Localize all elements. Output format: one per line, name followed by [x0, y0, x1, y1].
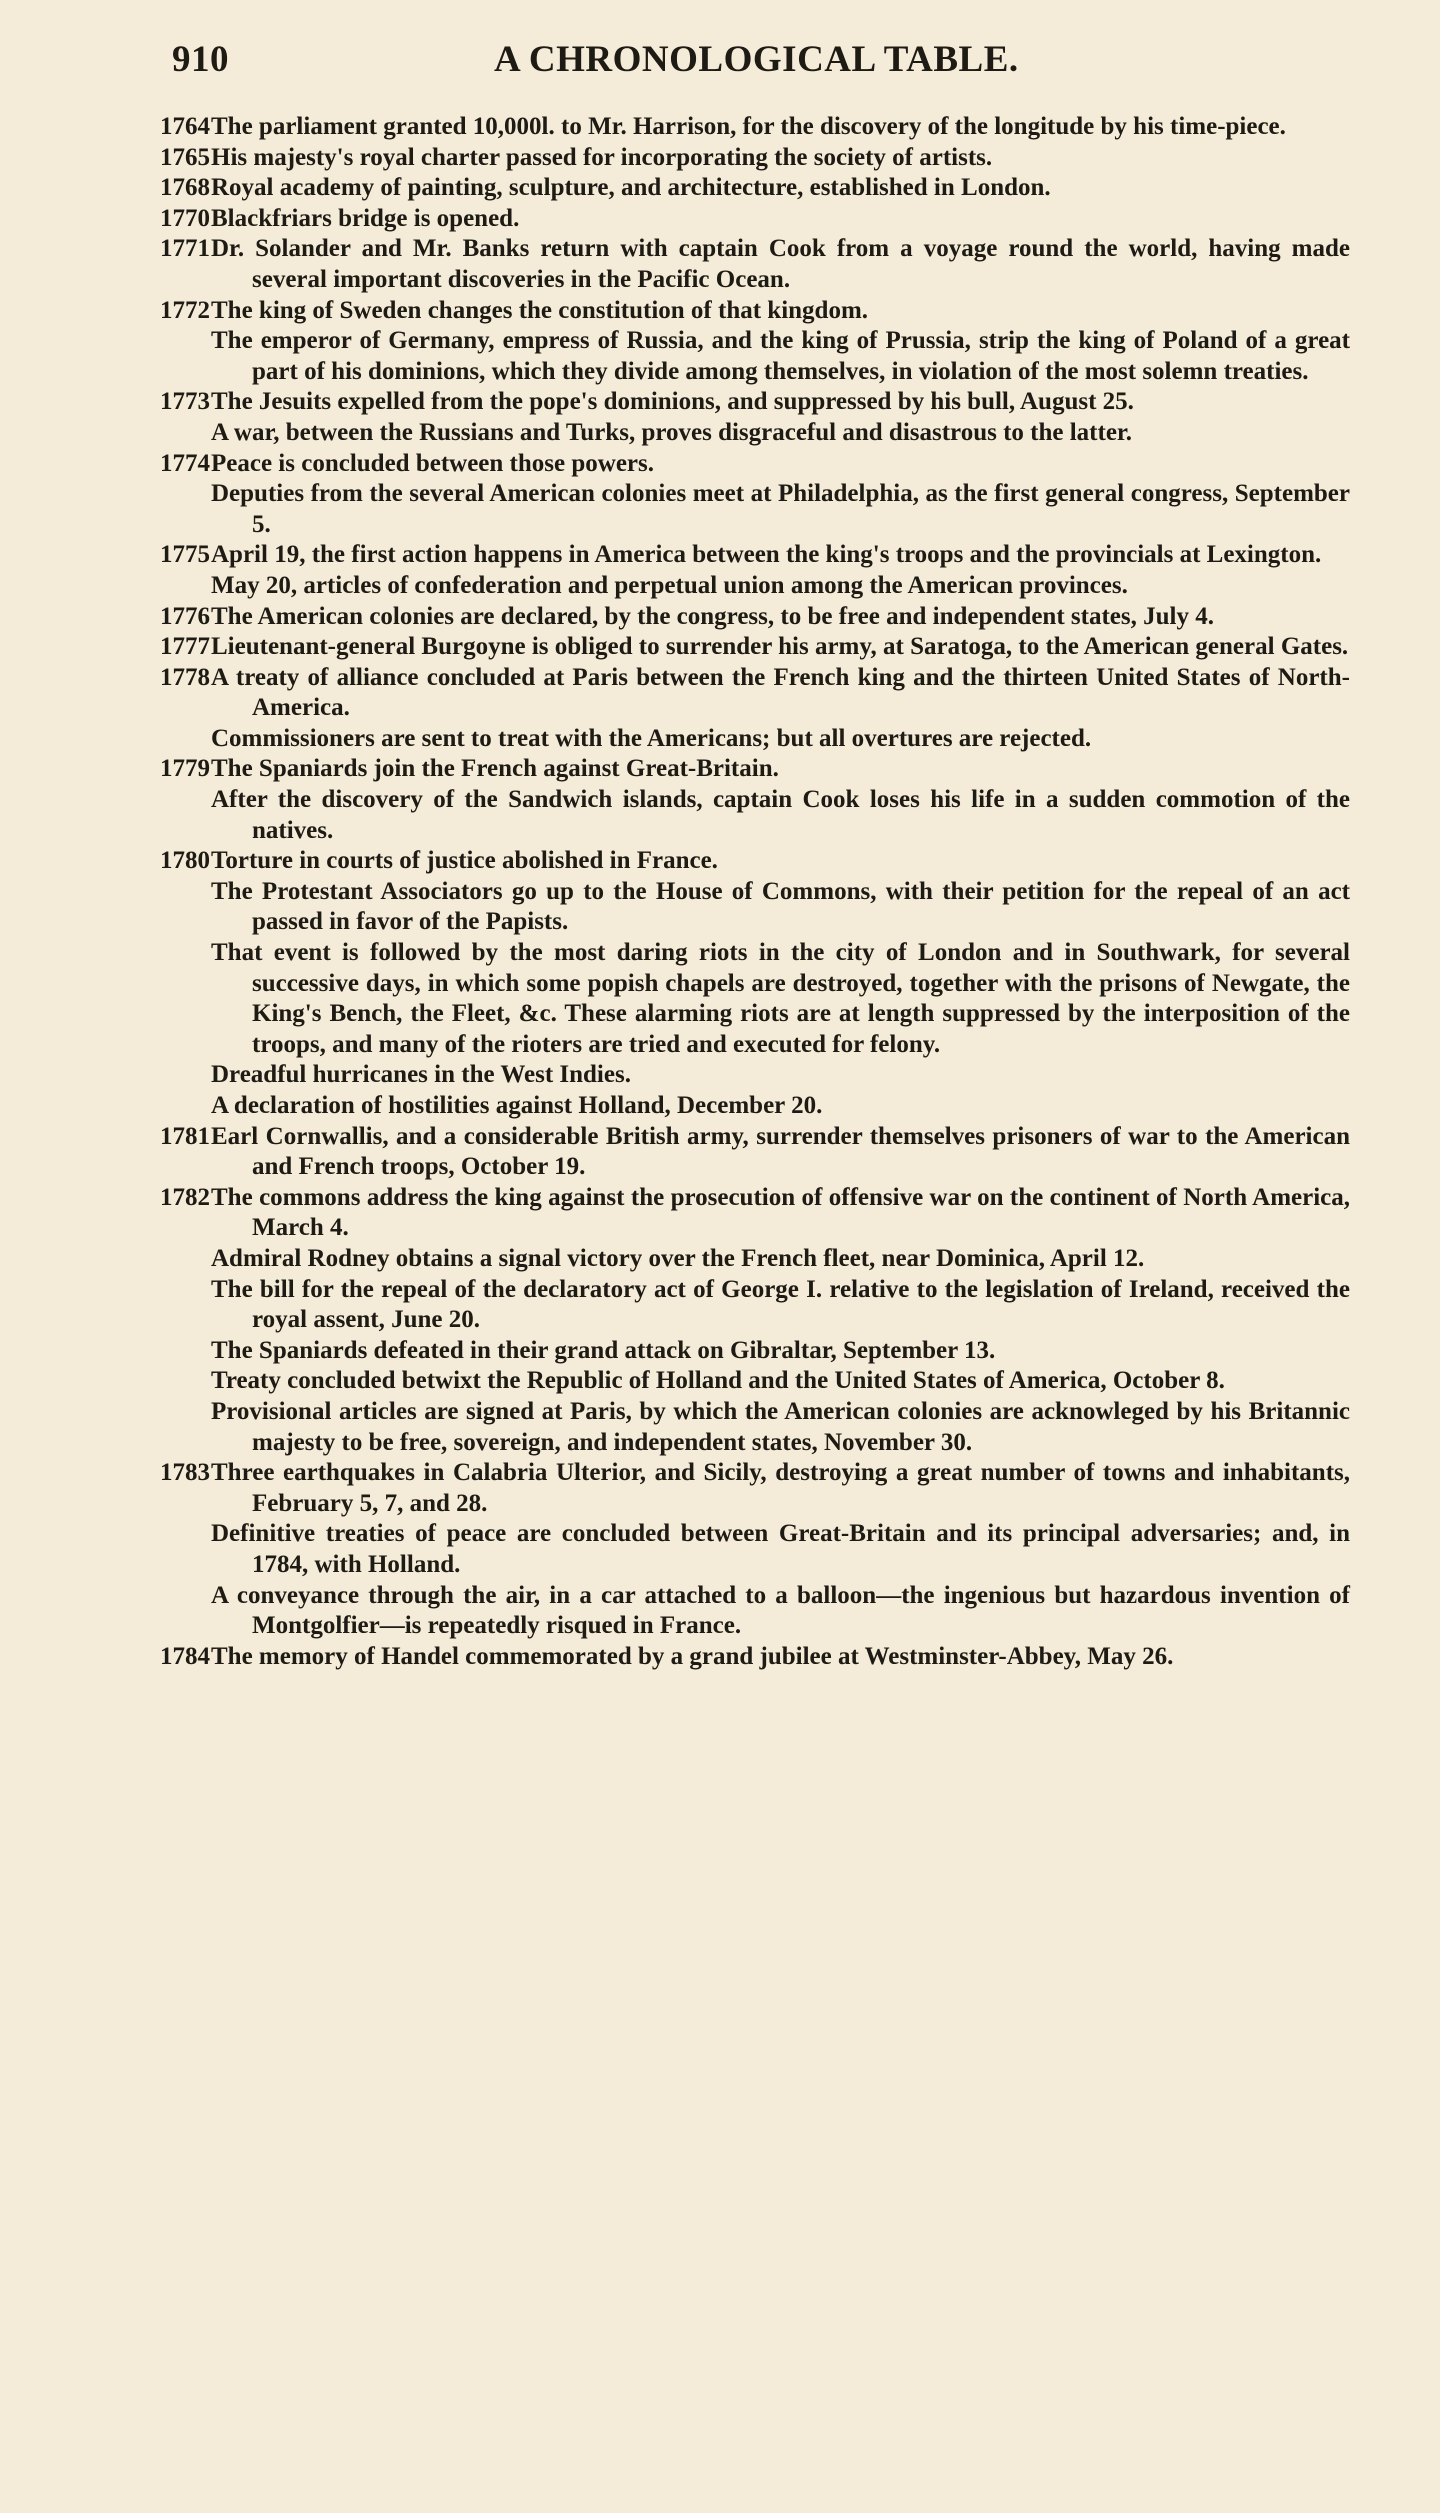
- entry-text: Earl Cornwallis, and a considerable British army, surrender themselves prisoners of war to the American and French troops, October 19.: [211, 1122, 1350, 1181]
- page-number: 910: [172, 39, 229, 80]
- entry-year: 1772: [160, 296, 210, 324]
- entry-year: 1771: [160, 235, 210, 263]
- entry-year: 1778: [160, 663, 210, 691]
- chronology-entry: [160, 387, 1350, 418]
- chronology-entry: [160, 296, 1350, 327]
- chronology-entry: [160, 1183, 1350, 1244]
- entry-text: The Spaniards defeated in their grand attack on Gibraltar, September 13.: [211, 1336, 996, 1364]
- chronology-entry: [160, 143, 1350, 174]
- entry-year: 1768: [160, 174, 210, 202]
- entry-text: April 19, the first action happens in America between the king's troops and the provincials at Lexington.: [211, 541, 1322, 569]
- entry-year: 1784: [160, 1642, 210, 1670]
- entry-year: 1774: [160, 449, 210, 477]
- entry-year: 1765: [160, 143, 210, 171]
- chronology-entry: [160, 1336, 1350, 1367]
- entry-text: The emperor of Germany, empress of Russia, and the king of Prussia, strip the king of Poland of a great part of his dominions, which they divide among themselves, in violation of the most solemn treaties.: [211, 327, 1350, 385]
- chronology-entry: [160, 632, 1350, 663]
- entry-text: The bill for the repeal of the declaratory act of George I. relative to the legislation of Ireland, received the royal assent, June 20.: [211, 1275, 1350, 1334]
- entry-text: His majesty's royal charter passed for incorporating the society of artists.: [211, 143, 993, 171]
- chronology-entry: [160, 112, 1350, 143]
- chronology-entry: [160, 1397, 1350, 1458]
- chronology-entry: [160, 1275, 1350, 1336]
- entry-text: A war, between the Russians and Turks, proves disgraceful and disastrous to the latter.: [211, 418, 1132, 446]
- entry-text: The Jesuits expelled from the pope's dominions, and suppressed by his bull, August 25.: [211, 388, 1134, 416]
- chronology-entry: [160, 479, 1350, 540]
- entry-text: The commons address the king against the prosecution of offensive war on the continent of North America, March 4.: [211, 1183, 1350, 1242]
- entry-text: The Protestant Associators go up to the House of Commons, with their petition for the repeal of an act passed in favor of the Papists.: [211, 877, 1350, 936]
- entry-year: 1783: [160, 1459, 210, 1487]
- chronology-list: [160, 112, 1350, 1672]
- entry-text: The Spaniards join the French against Great-Britain.: [211, 755, 779, 783]
- entry-text: The memory of Handel commemorated by a grand jubilee at Westminster-Abbey, May 26.: [211, 1642, 1174, 1670]
- chronology-entry: [160, 724, 1350, 755]
- entry-text: Treaty concluded betwixt the Republic of Holland and the United States of America, October 8.: [211, 1367, 1225, 1395]
- chronology-entry: [160, 1122, 1350, 1183]
- chronology-entry: [160, 846, 1350, 877]
- entry-text: Dr. Solander and Mr. Banks return with captain Cook from a voyage round the world, having made several important discoveries in the Pacific Ocean.: [211, 235, 1350, 293]
- chronology-entry: [160, 204, 1350, 235]
- entry-text: A conveyance through the air, in a car attached to a balloon—the ingenious but hazardous invention of Montgolfier—is repeatedly risqued in France.: [211, 1581, 1350, 1640]
- entry-year: 1782: [160, 1183, 210, 1211]
- chronology-entry: [160, 754, 1350, 785]
- entry-text: After the discovery of the Sandwich islands, captain Cook loses his life in a sudden commotion of the natives.: [211, 786, 1350, 844]
- chronology-entry: [160, 877, 1350, 938]
- entry-year: 1776: [160, 602, 210, 630]
- entry-text: Lieutenant-general Burgoyne is obliged to surrender his army, at Saratoga, to the American general Gates.: [211, 633, 1349, 661]
- entry-text: A declaration of hostilities against Holland, December 20.: [211, 1092, 823, 1119]
- chronology-entry: [160, 173, 1350, 204]
- entry-text: The American colonies are declared, by the congress, to be free and independent states, July 4.: [211, 602, 1214, 630]
- page-title: A CHRONOLOGICAL TABLE.: [494, 39, 1019, 80]
- entry-text: The parliament granted 10,000l. to Mr. Harrison, for the discovery of the longitude by his time-piece.: [211, 113, 1286, 140]
- entry-text: A treaty of alliance concluded at Paris between the French king and the thirteen United States of North-America.: [211, 663, 1350, 722]
- chronology-entry: [160, 1244, 1350, 1275]
- entry-text: That event is followed by the most daring riots in the city of London and in Southwark, for several successive days, in which some popish chapels are destroyed, together with the prisons of Newgate, the King's Bench, the Fleet, &c. These alarming riots are at length suppressed by the interposition of the troops, and many of the rioters are tried and executed for felony.: [211, 939, 1350, 1058]
- entry-text: Deputies from the several American colonies meet at Philadelphia, as the first general congress, September 5.: [211, 480, 1350, 538]
- entry-text: Provisional articles are signed at Paris, by which the American colonies are acknowleged by his Britannic majesty to be free, sovereign, and independent states, November 30.: [211, 1397, 1350, 1456]
- chronology-entry: [160, 1366, 1350, 1397]
- chronology-entry: [160, 663, 1350, 724]
- chronology-entry: [160, 785, 1350, 846]
- chronology-entry: [160, 602, 1350, 633]
- entry-year: 1780: [160, 847, 210, 875]
- entry-year: 1770: [160, 204, 210, 232]
- chronology-entry: [160, 1060, 1350, 1091]
- entry-year: 1777: [160, 633, 210, 661]
- chronology-entry: [160, 1581, 1350, 1642]
- chronology-entry: [160, 418, 1350, 449]
- entry-year: 1779: [160, 755, 210, 783]
- chronology-entry: [160, 449, 1350, 480]
- entry-text: Admiral Rodney obtains a signal victory over the French fleet, near Dominica, April 12.: [211, 1244, 1145, 1272]
- chronology-entry: [160, 540, 1350, 571]
- chronology-entry: [160, 1519, 1350, 1580]
- chronology-entry: [160, 234, 1350, 295]
- chronology-entry: [160, 1642, 1350, 1673]
- chronology-entry: [160, 1458, 1350, 1519]
- chronology-entry: [160, 571, 1350, 602]
- entry-year: 1775: [160, 541, 210, 569]
- entry-text: Three earthquakes in Calabria Ulterior, and Sicily, destroying a great number of towns and inhabitants, February 5, 7, and 28.: [211, 1459, 1350, 1517]
- chronology-entry: [160, 1091, 1350, 1122]
- entry-year: 1781: [160, 1122, 210, 1150]
- entry-text: Torture in courts of justice abolished in France.: [211, 847, 718, 875]
- entry-text: May 20, articles of confederation and perpetual union among the American provinces.: [211, 571, 1128, 599]
- entry-text: Blackfriars bridge is opened.: [211, 204, 520, 232]
- chronology-entry: [160, 938, 1350, 1060]
- entry-text: Definitive treaties of peace are concluded between Great-Britain and its principal adversaries; and, in 1784, with Holland.: [211, 1520, 1350, 1578]
- entry-text: Dreadful hurricanes in the West Indies.: [211, 1061, 631, 1089]
- chronology-entry: [160, 326, 1350, 387]
- entry-text: Peace is concluded between those powers.: [211, 449, 654, 477]
- entry-year: 1773: [160, 388, 210, 416]
- entry-text: Royal academy of painting, sculpture, and architecture, established in London.: [211, 174, 1051, 202]
- entry-text: Commissioners are sent to treat with the Americans; but all overtures are rejected.: [211, 724, 1092, 752]
- entry-year: 1764: [160, 113, 210, 140]
- entry-text: The king of Sweden changes the constitution of that kingdom.: [211, 296, 869, 324]
